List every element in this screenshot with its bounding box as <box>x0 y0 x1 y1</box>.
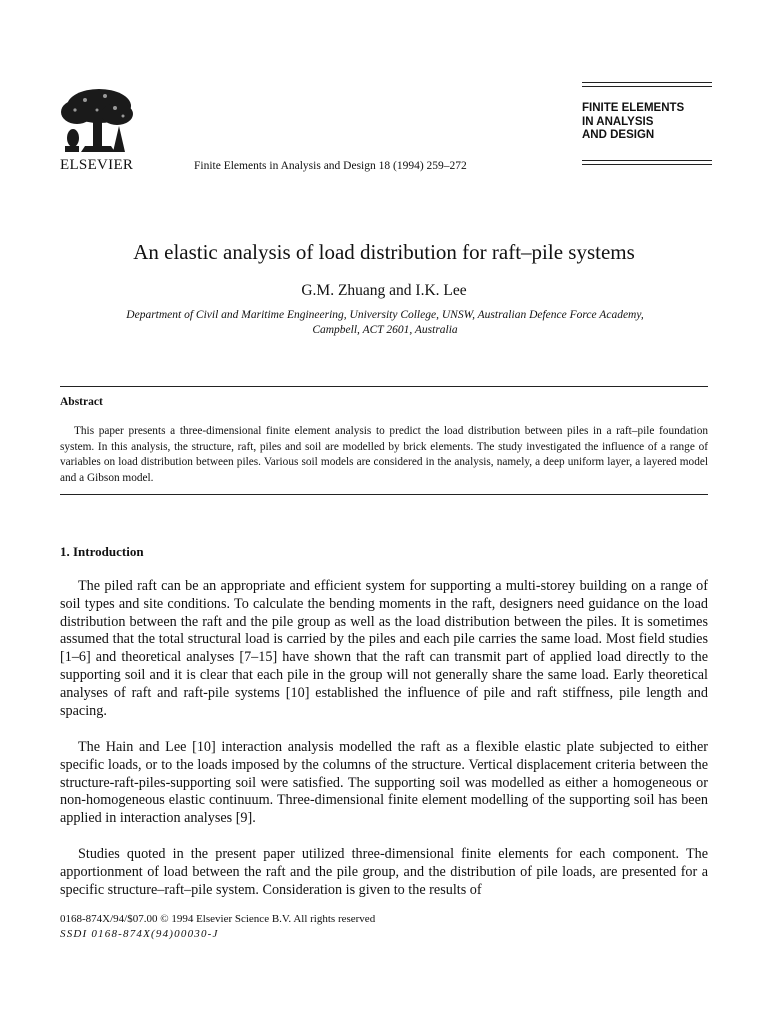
intro-paragraph-1: The piled raft can be an appropriate and efficient system for supporting a multi-storey building on a range of soil types and site conditions. To calculate the bending moments in the raft, designers need guidance on the load distribution between the raft and the pile group as well as the load distribution between the piles. It is sometimes assumed that the total structural load is carried by the piles and each pile carries the same load. Most field studies [1–6] and theoretical analyses [7–15] have shown that the raft can transmit part of applied load directly to the supporting soil and it is clear that each pile in the group will not generally share the same load. Early theoretical analyses of raft and raft-pile systems [10] established the influence of pile and raft stiffness, pile length and spacing. <box>60 578 708 719</box>
header-rule-top-2 <box>582 86 712 87</box>
article-title: An elastic analysis of load distribution for raft–pile systems <box>133 240 635 264</box>
affiliation-line-1: Department of Civil and Maritime Engineering, University College, UNSW, Australian Defence Force Academy, <box>126 309 644 321</box>
ssdi-line: SSDI 0168-874X(94)00030-J <box>60 928 219 940</box>
article-authors: G.M. Zhuang and I.K. Lee <box>301 282 467 299</box>
header-rule-top <box>582 82 712 83</box>
elsevier-tree-logo-icon <box>55 86 137 156</box>
copyright-line: 0168-874X/94/$07.00 © 1994 Elsevier Science B.V. All rights reserved <box>60 913 376 925</box>
section-heading-introduction: 1. Introduction <box>60 544 144 559</box>
header-rule-bottom <box>582 160 712 161</box>
abstract-text: This paper presents a three-dimensional finite element analysis to predict the load distribution between piles in a raft–pile foundation system. In this analysis, the structure, raft, piles and soil are modelled by brick elements. The study investigated the influence of a range of variables on load distribution between piles. Various soil models are considered in the analysis, namely, a deep uniform layer, a layered model and a Gibson model. <box>60 425 708 484</box>
journal-line-2: IN ANALYSIS <box>582 115 654 128</box>
abstract-rule-top <box>60 386 708 387</box>
abstract-heading: Abstract <box>60 396 103 408</box>
header-rule-bottom-2 <box>582 164 712 165</box>
journal-line-1: FINITE ELEMENTS <box>582 102 685 114</box>
page-footer <box>60 912 375 942</box>
affiliation-line-2: Campbell, ACT 2601, Australia <box>312 324 458 336</box>
author-affiliation <box>60 308 710 338</box>
abstract-rule-bottom <box>60 494 708 495</box>
publisher-name: ELSEVIER <box>60 157 134 173</box>
journal-citation: Finite Elements in Analysis and Design 18 (1994) 259–272 <box>194 160 467 172</box>
journal-line-3: AND DESIGN <box>582 129 655 141</box>
intro-paragraph-2: The Hain and Lee [10] interaction analysis modelled the raft as a flexible elastic plate subjected to either specific loads, or to the loads imposed by the columns of the structure. Vertical displacement criteria between the structure-raft-piles-supporting soil were satisfied. The supporting soil was modelled as either a homogeneous or non-homogeneous elastic continuum. Three-dimensional finite element modelling of the supporting soil has been applied in interaction analyses [9]. <box>60 739 708 827</box>
intro-paragraph-3: Studies quoted in the present paper utilized three-dimensional finite elements for each component. The apportionment of load between the raft and the pile group, and the distribution of pile loads, are presented for a specific structure–raft–pile system. Consideration is given to the results of <box>60 846 708 898</box>
journal-name <box>582 102 712 143</box>
